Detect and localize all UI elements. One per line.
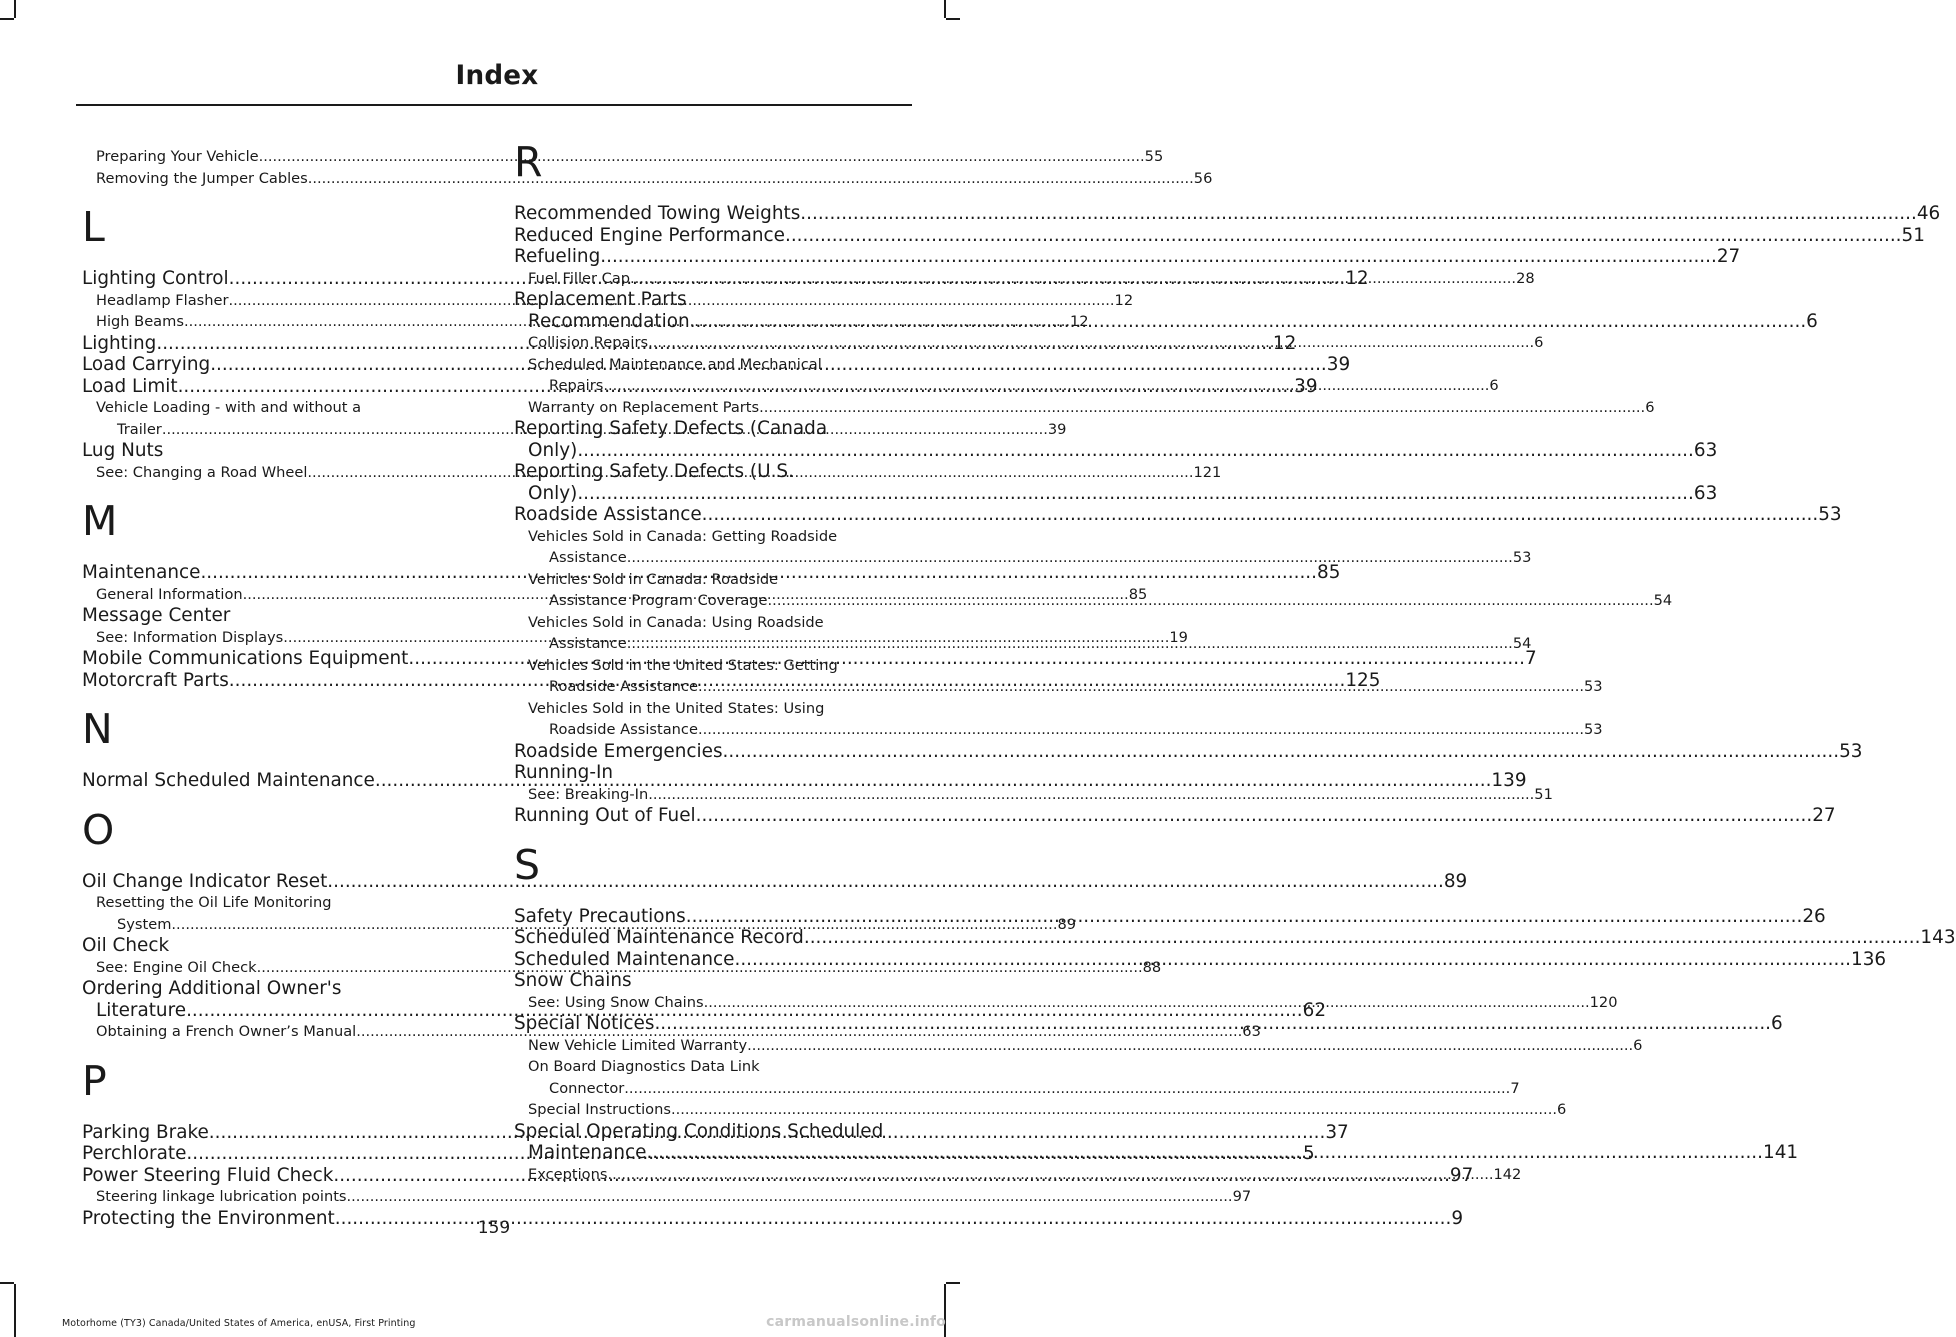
section-letter-p: P xyxy=(82,1056,107,1105)
crop-mark xyxy=(944,0,946,18)
index-subentry[interactable]: General Information ..... 85 xyxy=(82,584,474,606)
index-entry[interactable]: Literature ..... 62 xyxy=(82,1000,474,1022)
index-subentry[interactable]: Assistance Program Coverage ..... 54 xyxy=(514,590,906,612)
index-entry[interactable]: Protecting the Environment ..... 9 xyxy=(82,1208,474,1230)
index-subentry[interactable]: Assistance ..... 54 xyxy=(514,633,906,655)
index-entry[interactable]: Roadside Emergencies ..... 53 xyxy=(514,741,906,763)
index-entry[interactable]: Lighting Control ..... 12 xyxy=(82,268,474,290)
index-entry[interactable]: Power Steering Fluid Check ..... 97 xyxy=(82,1165,474,1187)
index-subentry[interactable]: See: Information Displays ..... 19 xyxy=(82,627,474,649)
index-subentry[interactable]: Connector ..... 7 xyxy=(514,1078,906,1100)
index-subentry[interactable]: Fuel Filler Cap ..... 28 xyxy=(514,268,906,290)
index-entry[interactable]: Safety Precautions ..... 26 xyxy=(514,906,906,928)
index-entry[interactable]: Perchlorate ..... 5 xyxy=(82,1143,474,1165)
index-entry[interactable]: Preparing Your Vehicle ..... 55 xyxy=(82,146,474,168)
section-letter-r: R xyxy=(514,138,543,186)
index-subentry-heading: Vehicles Sold in the United States: Using xyxy=(528,699,825,717)
index-subentry[interactable]: Roadside Assistance ..... 53 xyxy=(514,719,906,741)
crop-mark xyxy=(0,18,14,20)
index-heading: Reporting Safety Defects (U.S. xyxy=(514,461,794,482)
index-entry[interactable]: Load Limit ..... 39 xyxy=(82,376,474,398)
index-entry[interactable]: Lighting ..... 12 xyxy=(82,333,474,355)
section-letter-l: L xyxy=(82,203,105,251)
index-subentry[interactable]: High Beams ..... 12 xyxy=(82,311,474,333)
index-subentry[interactable]: New Vehicle Limited Warranty ..... 6 xyxy=(514,1035,906,1057)
index-subentry[interactable]: System ..... 89 xyxy=(82,914,474,936)
index-entry[interactable]: Running Out of Fuel ..... 27 xyxy=(514,805,906,827)
index-subentry-heading: Scheduled Maintenance and Mechanical xyxy=(528,355,822,373)
index-entry[interactable]: Roadside Assistance ..... 53 xyxy=(514,504,906,526)
crop-mark xyxy=(946,1282,960,1284)
index-entry[interactable]: Load Carrying ..... 39 xyxy=(82,354,474,376)
index-heading: Snow Chains xyxy=(514,970,632,991)
index-subentry-heading: Vehicles Sold in the United States: Getting xyxy=(528,656,838,674)
crop-mark xyxy=(946,18,960,20)
index-subentry-heading: Vehicles Sold in Canada: Using Roadside xyxy=(528,613,824,631)
crop-mark xyxy=(14,1284,16,1337)
index-subentry[interactable]: Steering linkage lubrication points ..... 97 xyxy=(82,1186,474,1208)
index-heading: Replacement Parts xyxy=(514,289,687,310)
index-subentry[interactable]: Assistance ..... 53 xyxy=(514,547,906,569)
index-entry[interactable]: Refueling ..... 27 xyxy=(514,246,906,268)
index-entry[interactable]: Motorcraft Parts ..... 125 xyxy=(82,670,474,692)
index-subentry-heading: Vehicles Sold in Canada: Getting Roadside xyxy=(528,527,838,545)
index-entry[interactable]: Scheduled Maintenance ..... 136 xyxy=(514,949,906,971)
index-subentry[interactable]: See: Engine Oil Check ..... 88 xyxy=(82,957,474,979)
title-divider xyxy=(76,104,912,106)
section-letter-m: M xyxy=(82,497,118,545)
index-subentry-heading: Vehicle Loading - with and without a xyxy=(96,399,362,416)
index-heading: Running-In xyxy=(514,762,614,783)
index-entry[interactable]: Mobile Communications Equipment ..... 7 xyxy=(82,648,474,670)
index-subentry[interactable]: Special Instructions ..... 6 xyxy=(514,1099,906,1121)
index-subentry[interactable]: Collision Repairs ..... 6 xyxy=(514,332,906,354)
index-subentry[interactable]: Trailer ..... 39 xyxy=(82,419,474,441)
index-entry[interactable]: Recommended Towing Weights ..... 46 xyxy=(514,203,906,225)
index-entry[interactable]: Parking Brake ..... 37 xyxy=(82,1122,474,1144)
index-subentry[interactable]: Obtaining a French Owner’s Manual ..... 63 xyxy=(82,1021,474,1043)
crop-mark xyxy=(14,0,16,18)
index-entry[interactable]: Oil Change Indicator Reset ..... 89 xyxy=(82,871,474,893)
index-entry[interactable]: Removing the Jumper Cables ..... 56 xyxy=(82,168,474,190)
footer-text: Motorhome (TY3) Canada/United States of America, enUSA, First Printing xyxy=(62,1318,416,1329)
index-subentry[interactable]: Roadside Assistance ..... 53 xyxy=(514,676,906,698)
index-subentry[interactable]: See: Breaking-In ..... 51 xyxy=(514,784,906,806)
index-subentry-heading: On Board Diagnostics Data Link xyxy=(528,1058,760,1075)
index-subentry[interactable]: See: Using Snow Chains ..... 120 xyxy=(514,992,906,1014)
index-subentry-heading: Resetting the Oil Life Monitoring xyxy=(96,894,332,911)
index-heading: Ordering Additional Owner's xyxy=(82,978,342,999)
section-letter-s: S xyxy=(514,840,541,889)
index-subentry[interactable]: Warranty on Replacement Parts ..... 6 xyxy=(514,397,906,419)
crop-mark xyxy=(0,1282,14,1284)
index-heading: Lug Nuts xyxy=(82,440,164,461)
index-entry[interactable]: Recommendation ..... 6 xyxy=(514,311,906,333)
index-entry[interactable]: Only) ..... 63 xyxy=(514,483,906,505)
index-subentry[interactable]: See: Changing a Road Wheel ..... 121 xyxy=(82,462,474,484)
index-subentry[interactable]: Repairs ..... 6 xyxy=(514,375,906,397)
watermark: carmanualsonline.info xyxy=(766,1314,946,1330)
index-entry[interactable]: Scheduled Maintenance Record ..... 143 xyxy=(514,927,906,949)
index-entry[interactable]: Normal Scheduled Maintenance ..... 139 xyxy=(82,770,474,792)
index-heading: Oil Check xyxy=(82,935,170,956)
index-heading: Special Operating Conditions Scheduled xyxy=(514,1120,884,1142)
index-entry[interactable]: Maintenance ..... 85 xyxy=(82,562,474,584)
index-subentry-heading: Vehicles Sold in Canada: Roadside xyxy=(528,570,779,588)
index-heading: Reporting Safety Defects (Canada xyxy=(514,418,828,439)
index-subentry[interactable]: Headlamp Flasher ..... 12 xyxy=(82,290,474,312)
index-subentry[interactable]: Exceptions ..... 142 xyxy=(514,1164,906,1186)
page-number: 159 xyxy=(477,1218,511,1238)
section-letter-o: O xyxy=(82,805,115,854)
index-heading: Message Center xyxy=(82,605,231,626)
index-entry[interactable]: Special Notices ..... 6 xyxy=(514,1013,906,1035)
index-entry[interactable]: Reduced Engine Performance ..... 51 xyxy=(514,225,906,247)
index-entry[interactable]: Maintenance ..... 141 xyxy=(514,1142,906,1164)
index-entry[interactable]: Only) ..... 63 xyxy=(514,440,906,462)
page-title: Index xyxy=(455,60,538,91)
section-letter-n: N xyxy=(82,705,113,753)
